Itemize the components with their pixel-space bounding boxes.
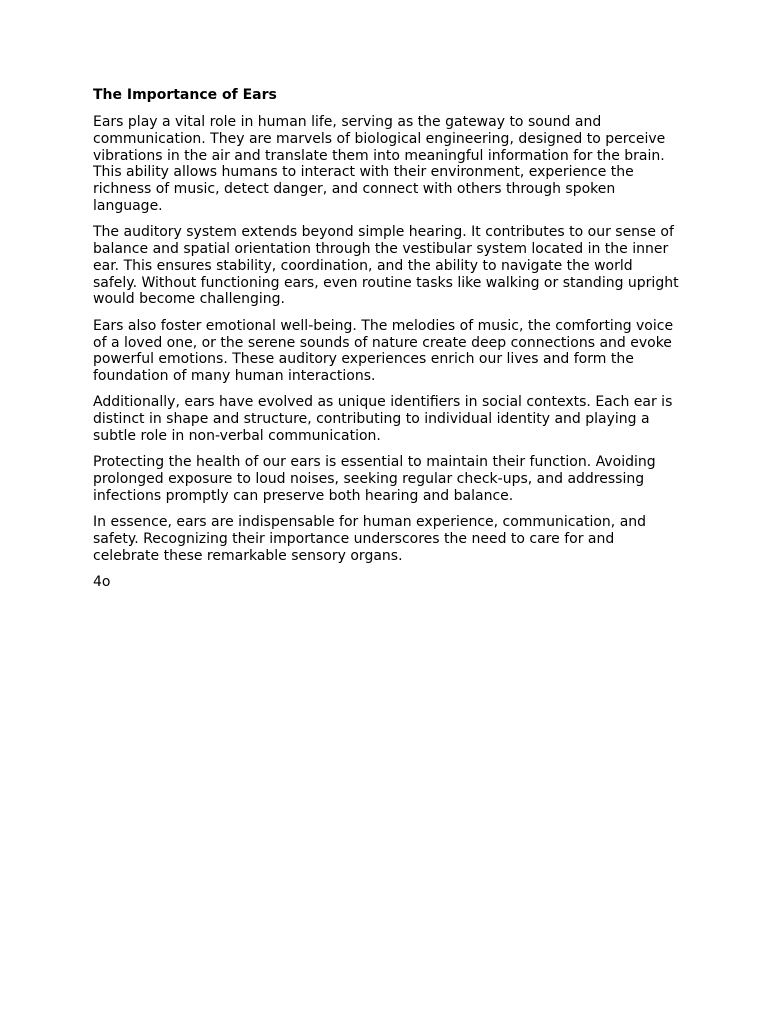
paragraph-6: In essence, ears are indispensable for human experience, communication, and safety. Recognizing their importance underscores the need to care for and celebrate these remarkable sensory organs.	[93, 514, 647, 564]
footer-note: 4o	[93, 574, 111, 591]
paragraph-5: Protecting the health of our ears is essential to maintain their function. Avoiding prolonged exposure to loud noises, seeking regular check-ups, and addressing infections promptly can preserve both hearing and balance.	[93, 454, 656, 504]
document-page	[93, 86, 679, 591]
paragraph-3: Ears also foster emotional well-being. The melodies of music, the comforting voice of a loved one, or the serene sounds of nature create deep connections and evoke powerful emotions. These auditory experiences enrich our lives and form the foundation of many human interactions.	[93, 317, 674, 385]
document-title: The Importance of Ears	[93, 87, 277, 103]
paragraph-4: Additionally, ears have evolved as unique identifiers in social contexts. Each ear is distinct in shape and structure, contributing to individual identity and playing a subtle role in non-verbal communication.	[93, 394, 673, 445]
paragraph-1: Ears play a vital role in human life, serving as the gateway to sound and communication. They are marvels of biological engineering, designed to perceive vibrations in the air and translate them into meaningful information for the brain. This ability allows humans to interact with their environment, experience the richness of music, detect danger, and connect with others through spoken language.	[93, 114, 666, 214]
paragraph-2: The auditory system extends beyond simple hearing. It contributes to our sense of balance and spatial orientation through the vestibular system located in the inner ear. This ensures stability, coordination, and the ability to navigate the world safely. Without functioning ears, even routine tasks like walking or standing upright would become challenging.	[93, 224, 679, 308]
